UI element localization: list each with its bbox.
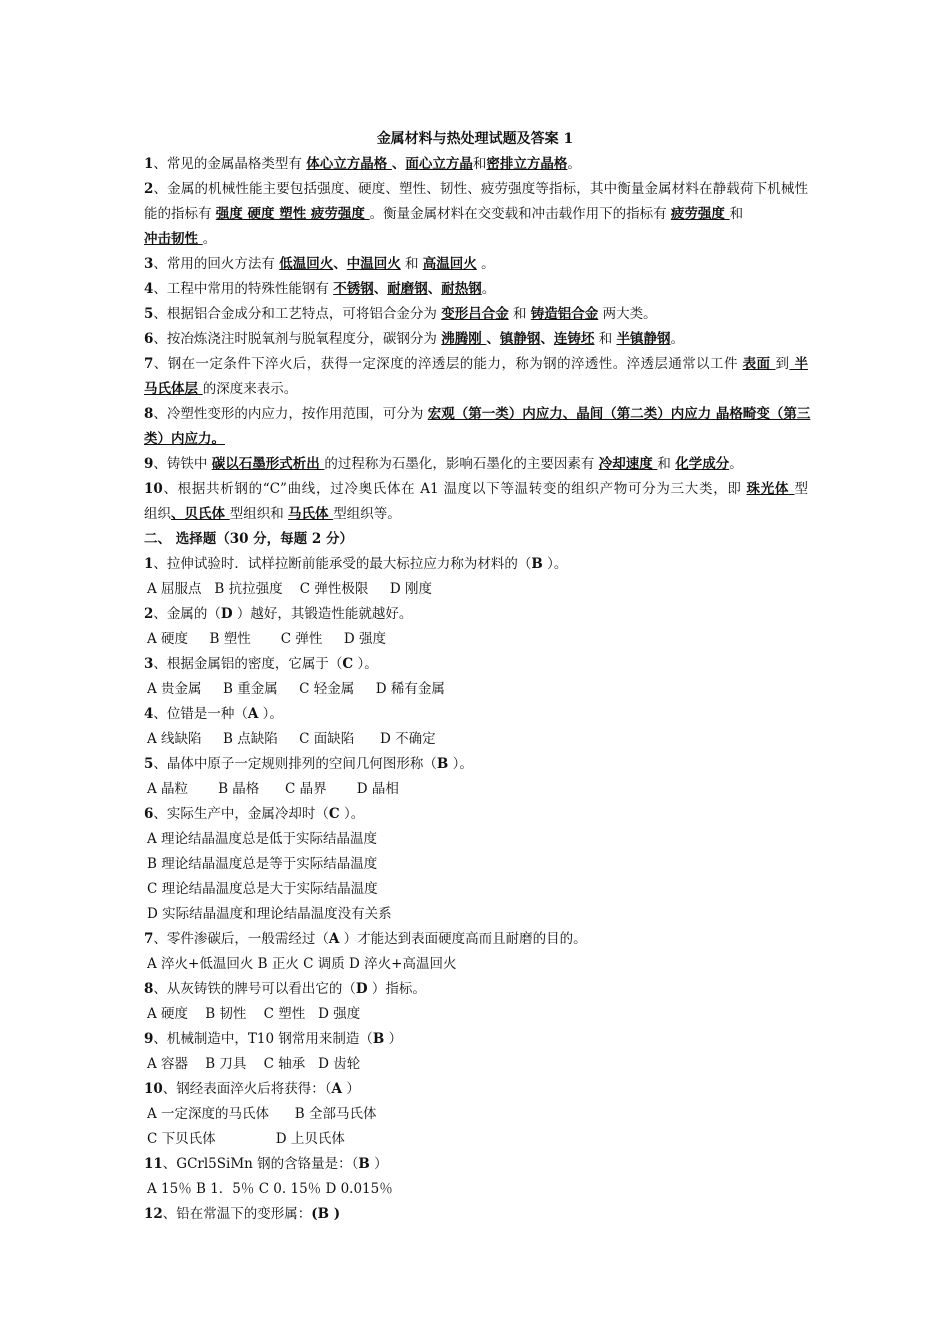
choice-options: A 容器 B 刀具 C 轴承 D 齿轮 <box>147 1056 361 1072</box>
answer-blank: 耐热钢 <box>441 281 482 297</box>
answer-blank: 镇静钢 <box>499 331 541 347</box>
fill-question-4: 4、工程中常用的特殊性能钢有 不锈钢、耐磨钢、耐热钢。 <box>144 281 496 297</box>
question-text: 、从灰铸铁的牌号可以看出它的（ <box>153 981 356 997</box>
question-text: 、晶体中原子一定规则排列的空间几何图形称（ <box>153 756 437 772</box>
question-number: 9 <box>144 1031 154 1047</box>
question-text-end: ）。 <box>448 756 473 772</box>
choice-options: D 实际结晶温度和理论结晶温度没有关系 <box>147 906 392 922</box>
answer-letter: D <box>220 606 233 622</box>
question-text-end: ）指标。 <box>367 981 426 997</box>
question-number: 10 <box>144 481 163 497</box>
document-title: 金属材料与热处理试题及答案 1 <box>376 131 574 147</box>
question-number: 3 <box>144 256 154 272</box>
answer-blank: 、贝氏体 <box>171 506 230 522</box>
answer-blank: 体心立方晶格 <box>306 156 392 172</box>
answer-blank: 马氏体层 <box>144 381 203 397</box>
question-text-end: ） <box>384 1031 403 1047</box>
answer-blank: 低温回火 <box>279 256 334 272</box>
answer-blank: 中温回火 <box>346 256 401 272</box>
choice-question <box>144 977 808 1002</box>
question-text-end: ） <box>342 1081 360 1097</box>
question-text-end: ）。 <box>542 556 568 572</box>
question-text-end: ）。 <box>258 706 283 722</box>
answer-blank: 碳以石墨形式析出 <box>211 456 325 472</box>
answer-letter: B <box>372 1031 385 1047</box>
answer-blank: 半镇静钢 <box>616 331 671 347</box>
answer-letter: C <box>328 806 340 822</box>
fill-question-9: 9、铸铁中 碳以石墨形式析出 的过程称为石墨化，影响石墨化的主要因素有 冷却速度 和 化学成分。 <box>144 456 743 472</box>
answer-letter: (B ) <box>311 1206 341 1222</box>
choice-question <box>144 702 808 727</box>
choice-options: A 一定深度的马氏体 B 全部马氏体 <box>147 1106 377 1122</box>
question-text: 、根据金属铝的密度，它属于（ <box>153 656 343 672</box>
question-number: 11 <box>144 1156 163 1172</box>
answer-letter: D <box>355 981 368 997</box>
choice-question <box>144 552 808 577</box>
fill-question-2-line-1: 2、金属的机械性能主要包括强度、硬度、塑性、韧性、疲劳强度等指标，其中衡量金属材料在静载荷下机械性 <box>144 181 808 197</box>
choice-question <box>144 1077 808 1102</box>
answer-letter: B <box>436 756 449 772</box>
fill-question-7-line-2: 马氏体层 的深度来表示。 <box>144 381 298 397</box>
choice-options: A 线缺陷 B 点缺陷 C 面缺陷 D 不确定 <box>147 731 436 747</box>
question-number: 7 <box>144 931 154 947</box>
question-number: 1 <box>144 556 154 572</box>
choice-options: A 硬度 B 塑性 C 弹性 D 强度 <box>147 631 386 647</box>
question-number: 5 <box>144 306 154 322</box>
answer-letter: A <box>328 931 340 947</box>
choice-options: C 下贝氏体 D 上贝氏体 <box>147 1131 345 1147</box>
answer-blank: 连铸坯 <box>553 331 595 347</box>
answer-blank: 耐磨钢 <box>387 281 428 297</box>
fill-question-1: 1、常见的金属晶格类型有 体心立方晶格 、面心立方晶和密排立方晶格。 <box>144 156 581 172</box>
question-text: 、机械制造中，T10 钢常用来制造（ <box>153 1031 373 1047</box>
choice-question <box>144 927 808 952</box>
question-number: 10 <box>144 1081 163 1097</box>
choice-question <box>144 1152 808 1177</box>
section-heading: 二、 选择题（30 分，每题 2 分） <box>144 531 353 547</box>
question-text-end: ）越好，其锻造性能就越好。 <box>232 606 413 622</box>
fill-question-2-line-3: 冲击韧性 。 <box>144 231 217 247</box>
answer-blank: 沸腾刚 <box>441 331 487 347</box>
question-text-end: ）才能达到表面硬度高而且耐磨的目的。 <box>339 931 587 947</box>
question-text: 、拉伸试验时．试样拉断前能承受的最大标拉应力称为材料的（ <box>153 556 532 572</box>
choice-options: A 晶粒 B 晶格 C 晶界 D 晶相 <box>147 781 399 797</box>
answer-letter: A <box>331 1081 343 1097</box>
question-number: 2 <box>144 606 154 622</box>
question-number: 12 <box>144 1206 163 1222</box>
question-number: 5 <box>144 756 154 772</box>
fill-question-5: 5、根据铝合金成分和工艺特点，可将铝合金分为 变形吕合金 和 铸造铝合金 两大类。 <box>144 306 657 322</box>
multiple-choice-list <box>144 552 808 1227</box>
answer-blank: 铸造铝合金 <box>530 306 599 322</box>
answer-blank: 疲劳强度 <box>670 206 730 222</box>
answer-blank: 珠光体 <box>746 481 795 497</box>
question-number: 7 <box>144 356 154 372</box>
question-text-end: ） <box>369 1156 388 1172</box>
question-text: 、零件渗碳后，一般需经过（ <box>153 931 329 947</box>
choice-options: B 理论结晶温度总是等于实际结晶温度 <box>147 856 378 872</box>
answer-blank: 冲击韧性 <box>144 231 203 247</box>
answer-blank: 半 <box>789 356 808 372</box>
fill-question-10-line-1: 10、根据共析钢的“C”曲线，过冷奥氏体在 A1 温度以下等温转变的组织产物可分为三大类，即 珠光体 型 <box>144 481 808 497</box>
choice-options: A 理论结晶温度总是低于实际结晶温度 <box>147 831 378 847</box>
answer-blank: 宏观（第一类）内应力、晶间（第二类）内应力 晶格畸变（第三 <box>427 406 811 422</box>
question-text: 、钢经表面淬火后将获得：（ <box>162 1081 332 1097</box>
question-number: 1 <box>144 156 154 172</box>
choice-question <box>144 752 808 777</box>
answer-letter: A <box>247 706 259 722</box>
fill-question-3: 3、常用的回火方法有 低温回火、中温回火 和 高温回火 。 <box>144 256 495 272</box>
answer-blank: 不锈钢 <box>333 281 374 297</box>
question-number: 6 <box>144 331 154 347</box>
question-number: 6 <box>144 806 154 822</box>
answer-blank: 类）内应力。 <box>144 431 225 447</box>
question-number: 9 <box>144 456 154 472</box>
choice-question <box>144 602 808 627</box>
question-text: 、位错是一种（ <box>153 706 248 722</box>
question-text: 、实际生产中，金属冷却时（ <box>153 806 329 822</box>
fill-question-6: 6、按冶炼浇注时脱氧剂与脱氧程度分，碳钢分为 沸腾刚 、镇静钢、连铸坯 和 半镇静钢。 <box>144 331 684 347</box>
choice-options: A 淬火+低温回火 B 正火 C 调质 D 淬火+高温回火 <box>147 956 457 972</box>
question-text-end: ）。 <box>339 806 365 822</box>
choice-options: A 15％ B 1．5％ C 0. 15％ D 0.015％ <box>147 1181 393 1197</box>
fill-question-8-line-2 <box>144 427 808 452</box>
question-number: 8 <box>144 981 154 997</box>
answer-blank: 密排立方晶格 <box>486 156 568 172</box>
question-number: 3 <box>144 656 154 672</box>
fill-question-7-line-1: 7、钢在一定条件下淬火后，获得一定深度的淬透层的能力，称为钢的淬透性。淬透层通常以工件 表面 到 半 <box>144 356 808 372</box>
question-text: 、GCrl5SiMn 钢的含铬量是：（ <box>162 1156 359 1172</box>
fill-question-8-line-1: 8、冷塑性变形的内应力，按作用范围，可分为 宏观（第一类）内应力、晶间（第二类）内应力 晶格畸变（第三 <box>144 406 811 422</box>
question-number: 8 <box>144 406 154 422</box>
answer-blank: 表面 <box>742 356 776 372</box>
document-body <box>144 152 811 1227</box>
question-number: 4 <box>144 281 154 297</box>
answer-blank: 变形吕合金 <box>441 306 509 322</box>
fill-question-2-line-2: 能的指标有 强度 硬度 塑性 疲劳强度 。衡量金属材料在交变载和冲击载作用下的指标有 疲劳强度 和 <box>144 206 744 222</box>
question-text: 、金属的（ <box>153 606 221 622</box>
answer-blank: 化学成分 <box>675 456 730 472</box>
choice-question <box>144 1202 808 1227</box>
choice-options: C 理论结晶温度总是大于实际结晶温度 <box>147 881 378 897</box>
fill-question-10-line-2: 组织、贝氏体 型组织和 马氏体 型组织等。 <box>144 506 401 522</box>
question-text: 、铅在常温下的变形属： <box>162 1206 312 1222</box>
answer-blank: 高温回火 <box>422 256 477 272</box>
question-number: 2 <box>144 181 154 197</box>
choice-question <box>144 652 808 677</box>
question-text-end: ）。 <box>353 656 378 672</box>
answer-blank: 强度 硬度 塑性 疲劳强度 <box>215 206 370 222</box>
question-number: 4 <box>144 706 154 722</box>
choice-options: A 硬度 B 韧性 C 塑性 D 强度 <box>147 1006 361 1022</box>
choice-question <box>144 802 808 827</box>
choice-options: A 贵金属 B 重金属 C 轻金属 D 稀有金属 <box>147 681 445 697</box>
choice-options: A 屈服点 B 抗拉强度 C 弹性极限 D 刚度 <box>147 581 432 597</box>
answer-letter: B <box>531 556 543 572</box>
answer-blank: 马氏体 <box>288 506 334 522</box>
answer-blank: 冷却速度 <box>598 456 658 472</box>
answer-letter: B <box>358 1156 370 1172</box>
choice-question <box>144 1027 808 1052</box>
answer-letter: C <box>342 656 354 672</box>
answer-blank: 面心立方晶 <box>405 156 473 172</box>
